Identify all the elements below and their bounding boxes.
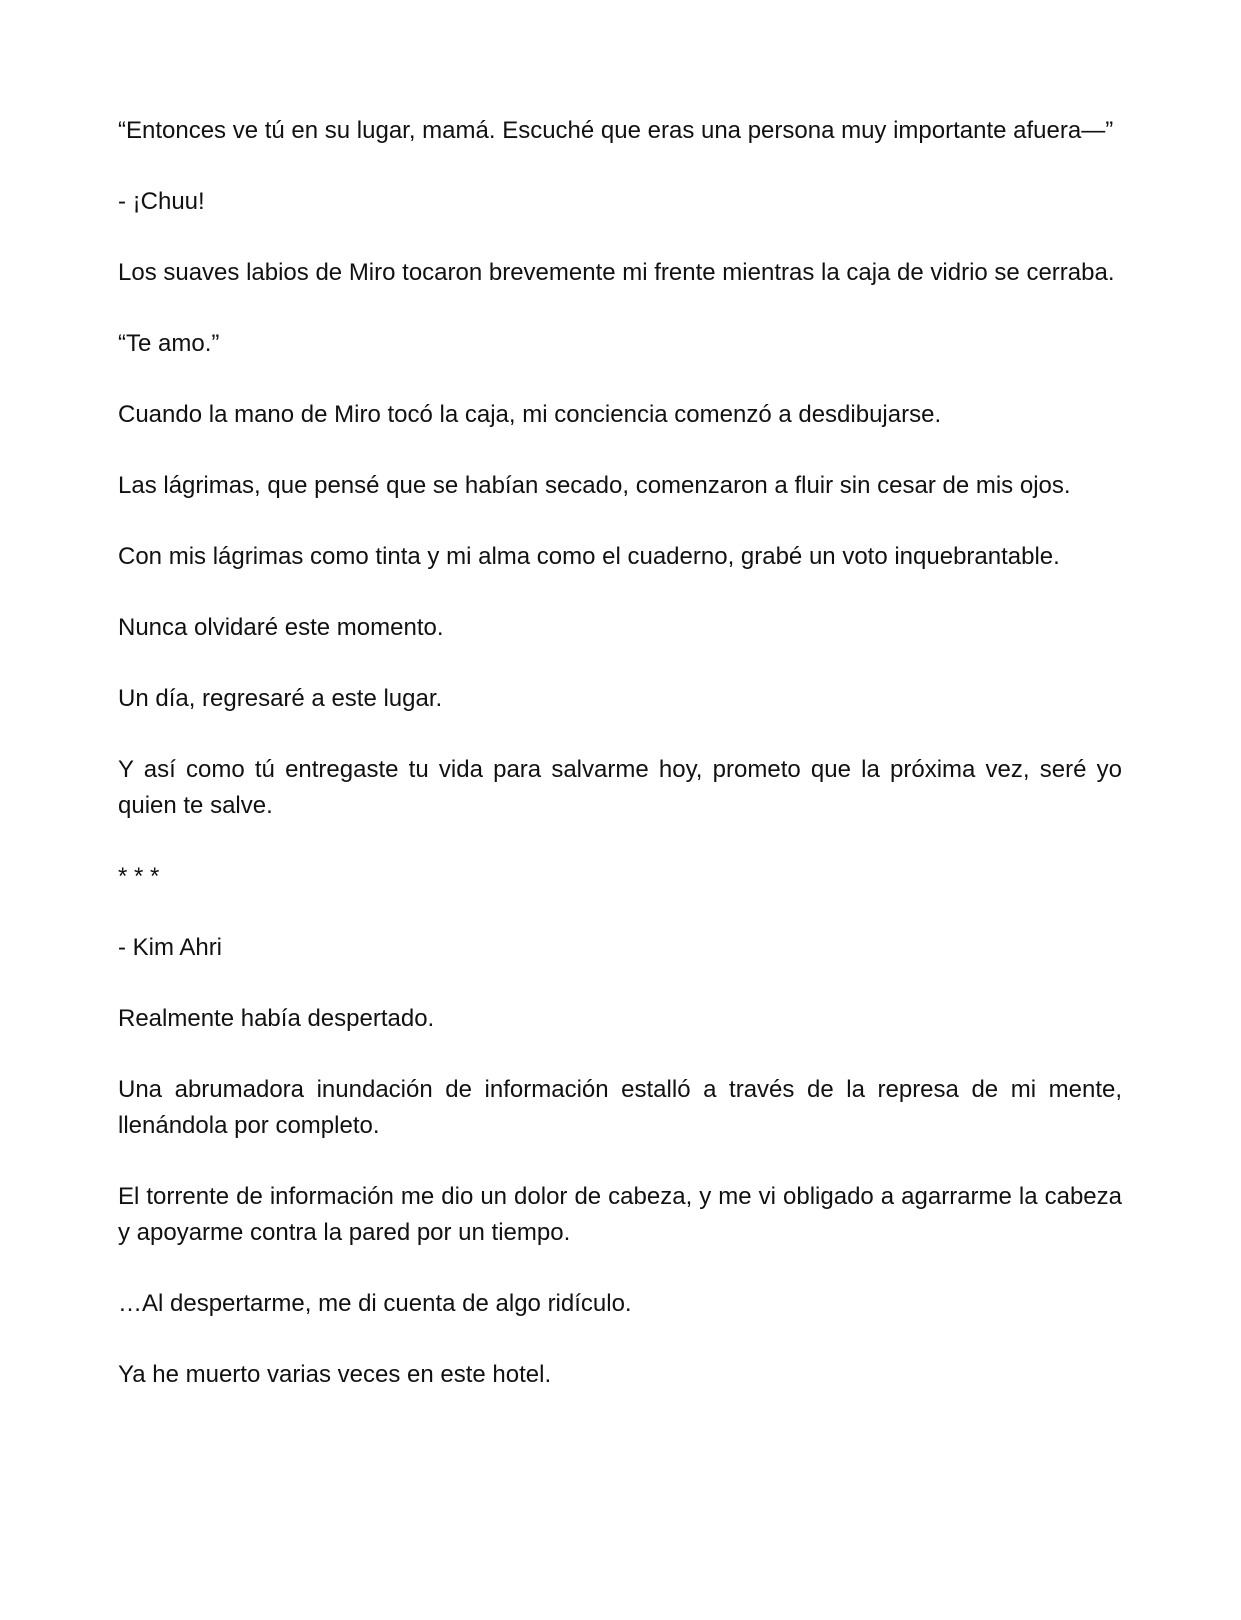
paragraph-inundacion: Una abrumadora inundación de información estalló a través de la represa de mi mente, llenándola por completo. [118,1076,1122,1139]
paragraph-regresare: Un día, regresaré a este lugar. [118,685,443,712]
pov-label: - Kim Ahri [118,934,223,961]
paragraph-torrente: El torrente de información me dio un dolor de cabeza, y me vi obligado a agarrarme la cabeza y apoyarme contra la pared por un tiempo. [118,1183,1122,1246]
paragraph-muerto: Ya he muerto varias veces en este hotel. [118,1361,552,1388]
paragraph-dialogue-entonces: “Entonces ve tú en su lugar, mamá. Escuché que eras una persona muy importante afuera—” [118,117,1114,144]
body-text [118,113,1122,1428]
paragraph-nunca-olvidare: Nunca olvidaré este momento. [118,614,444,641]
paragraph-voto: Con mis lágrimas como tinta y mi alma como el cuaderno, grabé un voto inquebrantable. [118,543,1060,570]
paragraph-miro-labios: Los suaves labios de Miro tocaron brevemente mi frente mientras la caja de vidrio se cerraba. [118,259,1115,286]
paragraph-lagrimas: Las lágrimas, que pensé que se habían secado, comenzaron a fluir sin cesar de mis ojos. [118,472,1071,499]
paragraph-conciencia: Cuando la mano de Miro tocó la caja, mi conciencia comenzó a desdibujarse. [118,401,942,428]
paragraph-despertado: Realmente había despertado. [118,1005,435,1032]
scene-separator: * * * [118,863,160,890]
paragraph-te-amo: “Te amo.” [118,330,220,357]
paragraph-ridiculo: …Al despertarme, me di cuenta de algo ridículo. [118,1290,632,1317]
paragraph-chuu: - ¡Chuu! [118,188,205,215]
paragraph-promesa: Y así como tú entregaste tu vida para salvarme hoy, prometo que la próxima vez, seré yo quien te salve. [118,756,1122,819]
